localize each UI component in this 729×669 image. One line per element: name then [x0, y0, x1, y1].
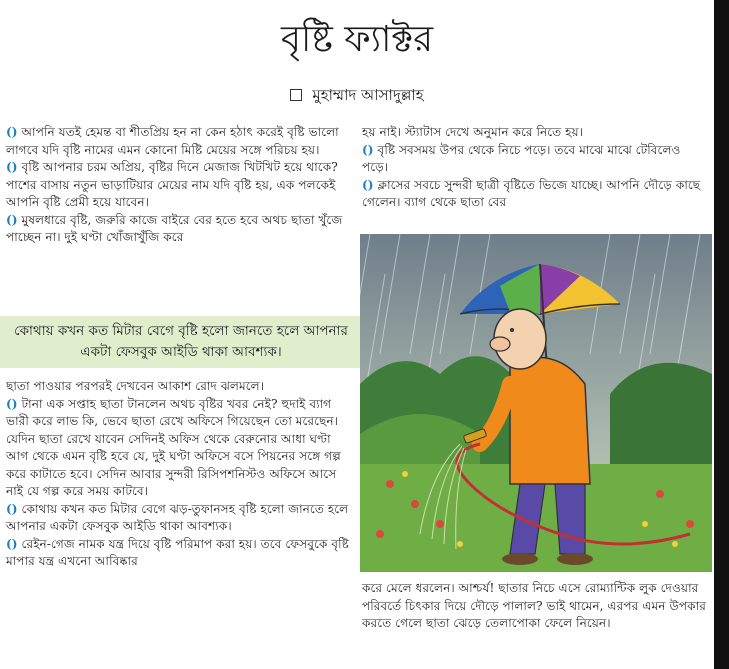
bullet-icon: (): [6, 160, 18, 174]
paragraph: করে মেলে ধরলেন। আশ্চর্য! ছাতার নিচে এসে রোম্যান্টিক লুক দেওয়ার পরিবর্তে চিৎকার দিয়ে দৌড়ে পালাল? ভাই থামেন, এরপর এমন উপকার করতে গেলে ছাতা ঝেড়ে তেলাপোকা ফেলে নিয়েন।: [362, 581, 706, 630]
column-left-bottom: [6, 378, 356, 571]
pull-quote: [0, 316, 362, 368]
paragraph: () বৃষ্টি সবসময় উপর থেকে নিচে পড়ে। তবে মাঝে মাঝে টেবিলেও পড়ে।: [362, 142, 681, 174]
paragraph: () আপনি যতই হেমন্ত বা শীতপ্রিয় হন না কেন হঠাৎ করেই বৃষ্টি ভালো লাগবে যদি বৃষ্টি নামের এমন কোনো মিষ্টি মেয়ের সঙ্গে পরিচয় হয়।: [6, 125, 339, 157]
bullet-icon: (): [6, 501, 18, 516]
bullet-icon: (): [6, 536, 18, 551]
column-left-top: [6, 124, 356, 247]
bullet-icon: (): [6, 212, 18, 227]
paragraph: ছাতা পাওয়ার পরপরই দেখবেন আকাশ রোদ ঝলমলে।: [6, 379, 265, 393]
column-right-top: [362, 124, 708, 212]
paragraph: () কোথায় কখন কত মিটার বেগে ঝড়-তুফানসহ বৃষ্টি হলো জানতে হলে আপনার একটা ফেসবুক আইডি থাকা আবশ্যক।: [6, 501, 349, 533]
author-name: মুহাম্মাদ আসাদুল্লাহ: [312, 86, 424, 104]
bullet-icon: (): [362, 142, 374, 157]
bullet-icon: (): [6, 125, 18, 139]
page-edge-strip: [714, 0, 729, 669]
paragraph: () টানা এক সপ্তাহ ছাতা টানলেন অথচ বৃষ্টির খবর নেই? হুদাই ব্যাগ ভারী করে লাভ কি, ভেবে ছাতা রেখে অফিসে গিয়েছেন তো মরেছেন। যেদিন ছাতা রেখে যাবেন সেদিনই অফিস থেকে বেরুনোর আধা ঘণ্টা আগ থেকে এমন বৃষ্টি হবে যে, দুই ঘণ্টা অফিসে বসে পিয়নের সঙ্গে গল্প করে কাটাতে হবে। সেদিন আবার সুন্দরী রিসিপশনিস্টও অফিসে আসে নাই যে গল্প করে সময় কাটবে।: [6, 396, 341, 498]
bullet-icon: (): [362, 177, 374, 192]
paragraph: () বৃষ্টি আপনার চরম অপ্রিয়, বৃষ্টির দিনে মেজাজ খিটখিট হয়ে থাকে? পাশের বাসায় নতুন ভাড়াটিয়ার মেয়ের নাম যদি বৃষ্টি হয়, এক পলকেই আপনি বৃষ্টি প্রেমী হয়ে যাবেন।: [6, 160, 338, 209]
article-title: বৃষ্টি ফ্যাক্টর: [280, 19, 434, 60]
paragraph: () ক্লাসের সবচে সুন্দরী ছাত্রী বৃষ্টিতে ভিজে যাচ্ছে। আপনি দৌড়ে কাছে গেলেন। ব্যাগ থেকে ছাতা বের: [362, 177, 701, 209]
byline-square-icon: [290, 89, 302, 101]
paragraph: () রেইন-গেজ নামক যন্ত্র দিয়ে বৃষ্টি পরিমাপ করা হয়। তবে ফেসবুকে বৃষ্টি মাপার যন্ত্র এখনো আবিষ্কার: [6, 536, 349, 568]
bullet-icon: (): [6, 396, 18, 411]
paragraph: () মুষলধারে বৃষ্টি, জরুরি কাজে বাইরে বের হতে হবে অথচ ছাতা খুঁজে পাচ্ছেন না। দুই ঘণ্টা খোঁজাখুঁজি করে: [6, 212, 343, 244]
byline: [0, 84, 714, 106]
pull-quote-text: কোথায় কখন কত মিটার বেগে বৃষ্টি হলো জানতে হলে আপনার একটা ফেসবুক আইডি থাকা আবশ্যক।: [14, 323, 348, 360]
paragraph: হয় নাই। স্ট্যাটাস দেখে অনুমান করে নিতে হয়।: [362, 125, 584, 139]
man-umbrella-watering-illustration: [360, 234, 712, 572]
cartoon-illustration: [360, 234, 712, 572]
column-right-bottom: [362, 580, 708, 633]
